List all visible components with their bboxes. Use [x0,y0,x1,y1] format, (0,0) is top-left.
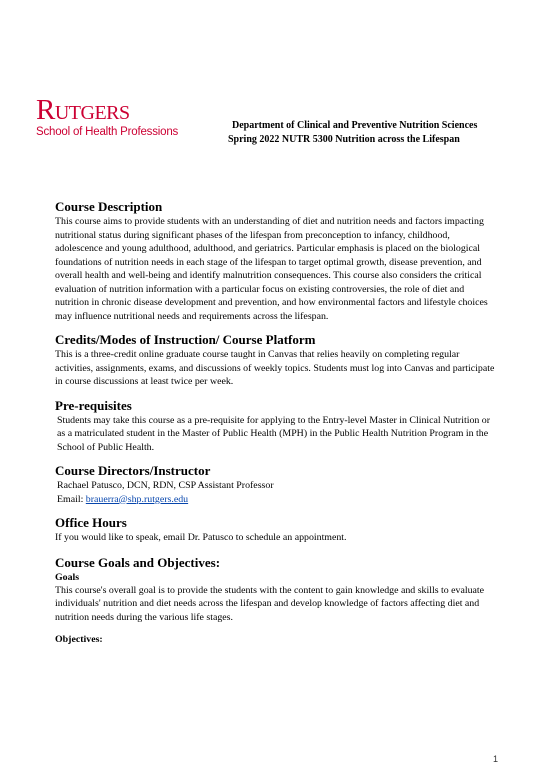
goals-subheading: Goals [55,571,80,583]
objectives-subheading: Objectives: [55,634,103,645]
prerequisites-heading: Pre-requisites [55,397,132,413]
course-description-text: This course aims to provide students with an understanding of diet and nutrition needs and factors impacting nutritional status during significant phases of the lifespan from preconception to infancy, childhood, adolescence and young adulthood, adulthood, and geriatrics. Particular emphasis is placed on the biological foundations of nutrition needs in each stage of the lifespan to target optimal growth, disease prevention, and overall health and well-being and identify malnutrition consequences. This course also considers the critical evaluation of nutrition information with a particular focus on existing controversies, the role of diet and nutrition in chronic disease development and prevention, and how environmental factors and lifestyle choices may influence nutritional needs and requirements across the lifespan. [55,216,488,322]
director-email-link[interactable]: brauerra@shp.rutgers.edu [85,493,189,505]
department-name: Department of Clinical and Preventive Nutrition Sciences [232,120,478,131]
email-label: Email: [57,493,86,505]
director-email-line [55,493,497,507]
prerequisites-text: Students may take this course as a pre-requisite for applying to the Entry-level Master in Clinical Nutrition or as a matriculated student in the Master of Public Health (MPH) in the Public Health Nutrition Program in the School of Public Health. [57,414,491,453]
office-hours-text: If you would like to speak, email Dr. Patusco to schedule an appointment. [55,532,347,543]
syllabus-body [55,199,497,646]
credits-text: This is a three-credit online graduate course taught in Canvas that relies heavily on completing regular activities, assignments, exams, and discussions of weekly topics. Students must log into Canvas and participate in course discussions at least twice per week. [55,349,495,387]
page-number: 1 [492,754,498,764]
course-title: Spring 2022 NUTR 5300 Nutrition across the Lifespan [228,134,460,145]
course-description-heading: Course Description [55,199,163,214]
logo-subtitle: School of Health Professions [36,126,179,138]
rutgers-logo [36,94,196,139]
goals-text: This course's overall goal is to provide the students with the content to gain knowledge and skills to evaluate individuals' nutrition and diet needs across the lifespan and develop knowledge of factors affecting diet and nutrition needs during the various life stages. [55,584,485,623]
logo-wordmark: Rutgers [36,94,130,126]
directors-heading: Course Directors/Instructor [55,463,211,478]
credits-heading: Credits/Modes of Instruction/ Course Platform [55,332,316,347]
director-name: Rachael Patusco, DCN, RDN, CSP Assistant Professor [57,480,274,491]
document-header [228,119,528,147]
office-hours-heading: Office Hours [55,515,127,530]
goals-objectives-heading: Course Goals and Objectives: [55,554,221,570]
